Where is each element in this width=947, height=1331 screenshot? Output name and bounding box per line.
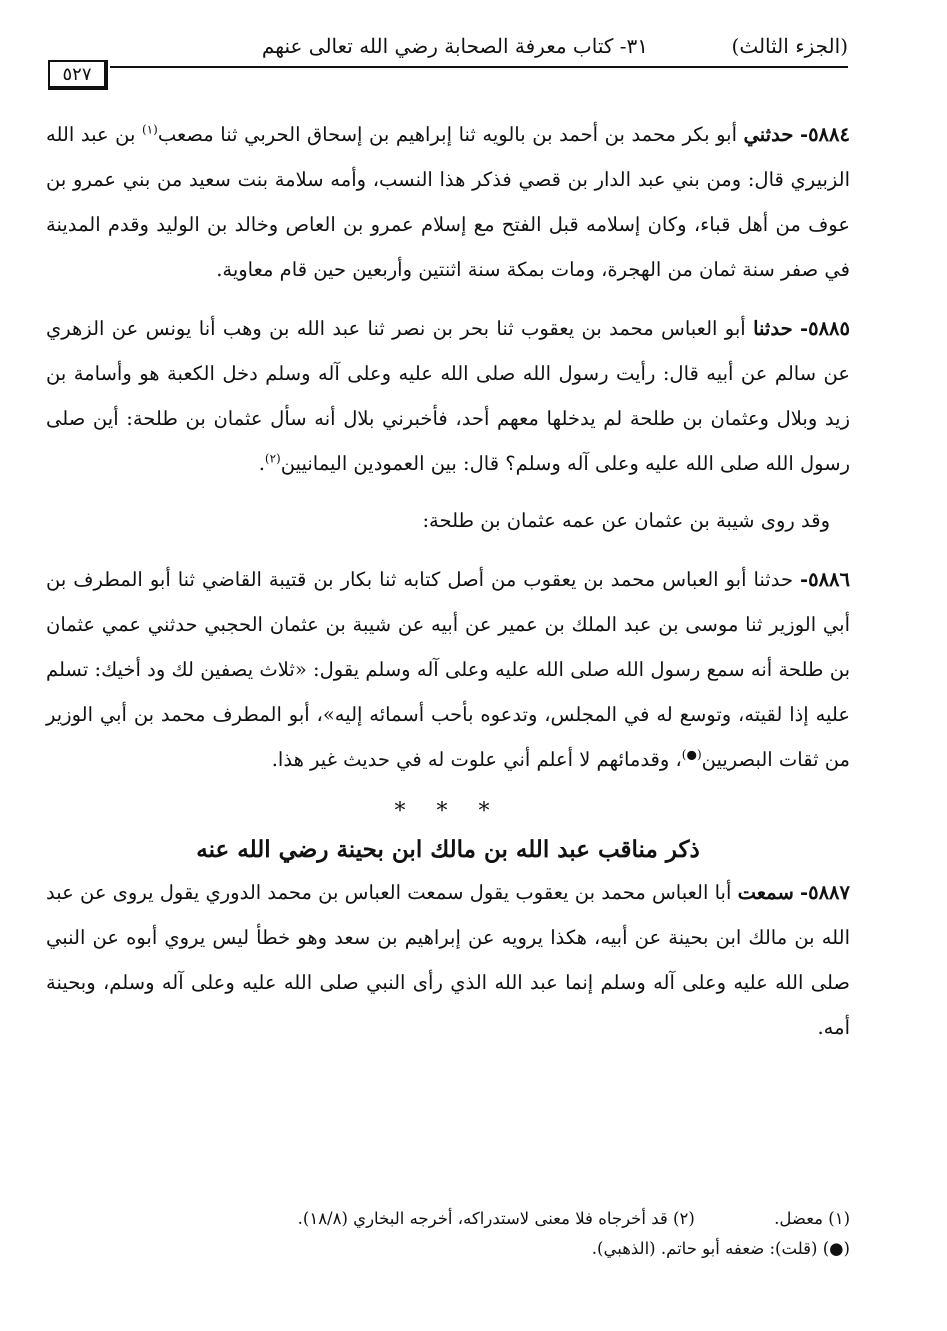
hadith-number: ٥٨٨٧-	[800, 881, 850, 904]
footnote-dhahabi: (●) (قلت): ضعفه أبو حاتم. (الذهبي).	[591, 1239, 850, 1258]
hadith-5886	[46, 557, 850, 782]
hadith-lead-word: سمعت	[737, 881, 794, 904]
volume-label: (الجزء الثالث)	[731, 34, 848, 58]
running-header	[48, 30, 848, 72]
hadith-text-continued: ، وقدمائهم لا أعلم أني علوت له في حديث غير هذا.	[271, 748, 682, 771]
section-divider: * * *	[394, 799, 502, 824]
book-title: ٣١- كتاب معرفة الصحابة رضي الله تعالى عنهم	[261, 34, 648, 58]
footnote-2: (٢) قد أخرجاه فلا معنى لاستدراكه، أخرجه البخاري (١٨/٨).	[297, 1209, 695, 1228]
footnote-marker: (٢)	[264, 451, 281, 466]
hadith-number: ٥٨٨٦-	[800, 568, 850, 591]
hadith-text: أبا العباس محمد بن يعقوب يقول سمعت العباس بن محمد الدوري يقول يروى عن عبد الله بن مالك ابن بحينة عن أبيه، هكذا يرويه عن إبراهيم بن سعد وهو خطأ ليس يروي أبوه عن النبي صلى الله عليه وعلى آله وسلم إنما عبد الله الذي رأى النبي صلى الله عليه وعلى آله وسلم، وبحينة أمه.	[46, 881, 850, 1039]
footnote-1: (١) معضل.	[774, 1209, 850, 1228]
hadith-text: أبو بكر محمد بن أحمد بن بالويه ثنا إبراهيم بن إسحاق الحربي ثنا مصعب	[157, 123, 737, 146]
footnote-marker: (١)	[141, 122, 158, 137]
header-rule	[110, 66, 848, 68]
footnote-row	[46, 1234, 850, 1264]
page-body	[46, 112, 850, 1050]
hadith-text-continued: بن عبد الله الزبيري قال: ومن بني عبد الدار بن قصي فذكر هذا النسب، وأمه سلامة بنت سعيد من بني عمرو بن عوف من أهل قباء، وكان إسلامه قبل الفتح مع إسلام عمرو بن العاص وخالد بن الوليد وقدم المدينة في صفر سنة ثمان من الهجرة، ومات بمكة سنة اثنتين وأربعين حين قام معاوية.	[46, 123, 850, 281]
hadith-text: أبو العباس محمد بن يعقوب ثنا بحر بن نصر ثنا عبد الله بن وهب أنا يونس عن الزهري عن سالم عن أبيه قال: رأيت رسول الله صلى الله عليه وعلى آله وسلم دخل الكعبة هو وأسامة بن زيد وبلال وعثمان بن طلحة لم يدخلها معهم أحد، فأخبرني بلال أنه سأل عثمان بن طلحة: أين صلى رسول الله صلى الله عليه وعلى آله وسلم؟ قال: بين العمودين اليمانيين	[46, 317, 850, 475]
footnote-marker: (●)	[681, 747, 702, 762]
hadith-5887	[46, 870, 850, 1050]
section-heading: ذكر مناقب عبد الله بن مالك ابن بحينة رضي الله عنه	[196, 836, 700, 863]
footnotes	[46, 1204, 850, 1264]
hadith-5884	[46, 112, 850, 292]
hadith-text: حدثنا أبو العباس محمد بن يعقوب من أصل كتابه ثنا بكار بن قتيبة القاضي ثنا أبو المطرف بن أبي الوزير ثنا موسى بن عبد الملك بن عمير عن أبيه عن شيبة بن عثمان الحجبي حدثني عمي عثمان بن طلحة أنه سمع رسول الله صلى الله عليه وعلى آله وسلم يقول: «ثلاث يصفين لك ود أخيك: تسلم عليه إذا لقيته، وتوسع له في المجلس، وتدعوه بأحب أسمائه إليه»، أبو المطرف محمد بن أبي الوزير من ثقات البصريين	[46, 568, 850, 771]
hadith-number: ٥٨٨٤-	[799, 123, 850, 146]
hadith-number: ٥٨٨٥-	[800, 317, 851, 340]
hadith-lead-word: حدثني	[743, 123, 794, 146]
hadith-lead-word: حدثنا	[753, 317, 793, 340]
hadith-text-continued: .	[258, 452, 265, 475]
narration-note: وقد روى شيبة بن عثمان عن عمه عثمان بن طلحة:	[422, 509, 830, 532]
page-number-box: ٥٢٧	[48, 60, 108, 90]
hadith-5885	[46, 306, 850, 486]
footnote-row	[46, 1204, 850, 1234]
